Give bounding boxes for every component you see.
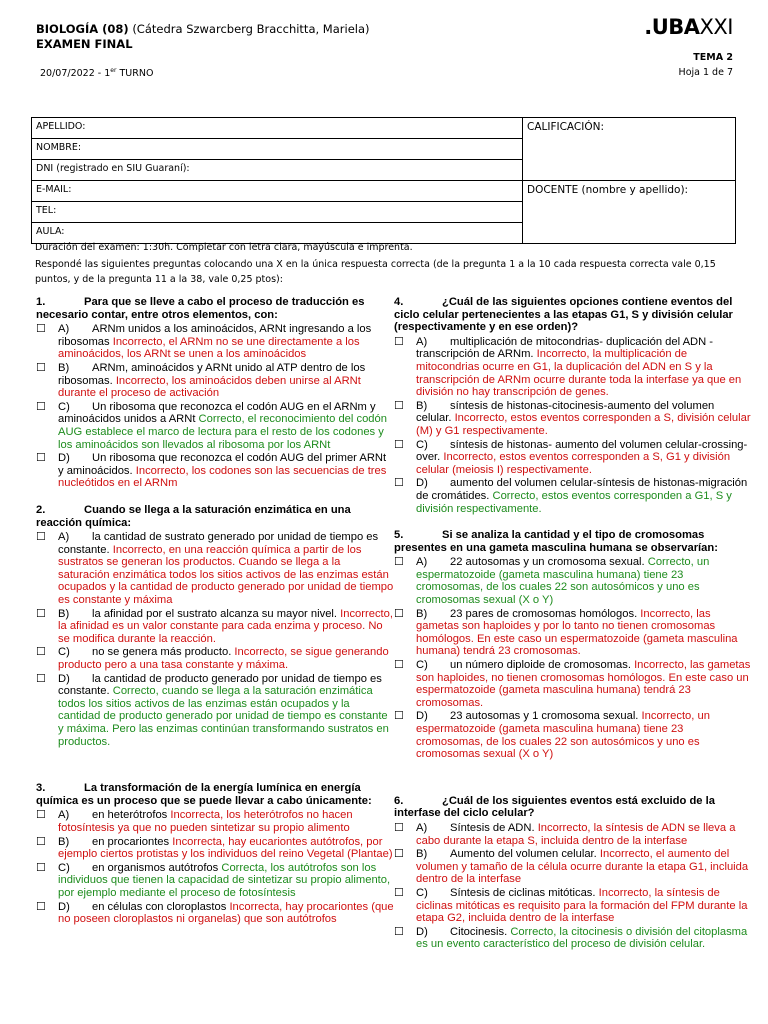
option-c [36,646,394,671]
checkbox-icon[interactable]: ☐ [36,809,47,822]
question-number: 1. [36,296,46,308]
question-text: La transformación de la energía lumínica en energía química es un proceso que se puede llevar a cabo únicamente: [36,782,372,807]
checkbox-icon[interactable]: ☐ [394,710,405,723]
subject-title [36,22,370,36]
question-number: 4. [394,296,404,308]
checkbox-icon[interactable]: ☐ [36,672,47,685]
option-letter: B) [416,848,428,861]
question-heading [394,529,752,554]
option-b [36,362,394,400]
checkbox-icon[interactable]: ☐ [394,477,405,490]
question-number: 2. [36,503,46,516]
option-feedback: Correcto, estos eventos corresponden a G1, S y división respectivamente. [416,489,732,515]
option-letter: A) [58,323,70,336]
checkbox-icon[interactable]: ☐ [394,335,405,348]
option-c [36,862,394,900]
question-heading [36,296,394,321]
checkbox-icon[interactable]: ☐ [36,861,47,874]
option-text: multiplicación de mitocondrias- duplicación del ADN - transcripción de ARNm. [416,335,714,361]
nombre-field[interactable]: NOMBRE: [32,139,523,160]
option-b [394,400,752,438]
option-feedback: Incorrecto, las gametas son haploides y por lo tanto no tienen cromosomas homólogos. En este caso un espermatozoide (gameta masculina humana) tendrá 23 cromosomas. [416,607,738,658]
option-text: 23 pares de cromosomas homólogos. [450,607,638,620]
checkbox-icon[interactable]: ☐ [36,900,47,913]
option-feedback: Correcto, un espermatozoide (gameta masculina humana) tiene 23 cromosomas, de los cuales 22 son autosómicos y uno es cromosomas sexual (X o Y) [416,556,710,607]
question-heading [36,504,394,529]
option-feedback: Incorrecto, en una reacción química a partir de los sustratos se generan los productos. Cuando se llega a la saturación enzimática todos los sitios activos de las enzimas están ocupados y la cantidad de producto generado por unidad de tiempo es constante y máxima [58,543,394,607]
question-number: 6. [394,794,404,807]
option-feedback: Incorrecto, la multiplicación de mitocondrias ocurre en G1, la duplicación del ADN en S y la transcripción de ARNm ocurre durante toda la interfase ya que en división no hay transcripción de genes. [416,348,742,399]
option-letter: C) [58,646,70,659]
checkbox-icon[interactable]: ☐ [394,848,405,861]
tel-field[interactable]: TEL: [32,202,523,223]
option-text: la cantidad de sustrato generado por unidad de tiempo es constante. [58,531,379,556]
option-feedback: Correcto, el reconocimiento del codón AUG establece el marco de lectura para el resto de los codones y los aminoácidos son llevados al ribosoma por los ARNt [58,413,387,451]
option-feedback: Incorrecto, los codones son las secuencias de tres nucleótidos en el ARNm [58,464,387,490]
option-feedback: Correcto, la citocinesis o división del citoplasma es un evento característico del proceso de división celular. [416,925,748,951]
option-text: Síntesis de ciclinas mitóticas. [450,886,596,899]
exam-date: 20/07/2022 - 1er TURNO [40,67,154,80]
questions-right-column [394,296,752,952]
question-text: Si se analiza la cantidad y el tipo de cromosomas presentes en una gameta masculina humana se observarían: [394,529,718,554]
option-b [36,836,394,861]
question-options [394,822,752,951]
option-d [394,926,752,951]
option-letter: B) [58,607,70,620]
option-text: la afinidad por el sustrato alcanza su mayor nivel. [92,607,338,620]
question-1 [36,296,394,490]
dni-field[interactable]: DNI (registrado en SIU Guaraní): [32,160,523,181]
option-feedback: Incorrecta, hay procariontes (que no poseen cloroplastos ni organelas) que son autótrofos [58,900,394,926]
question-text: ¿Cuál de las siguientes opciones contiene eventos del ciclo celular pertenecientes a las etapas G1, S y división celular (respectivamente y en ese orden)? [394,296,733,334]
apellido-field[interactable]: APELLIDO: [32,118,523,139]
option-letter: A) [58,809,70,822]
option-feedback: Incorrecto, la síntesis de ciclinas mitóticas es requisito para la formación del FPM durante la etapa G2, incluida dentro de la interfase [416,886,748,925]
questions-left-column [36,296,394,927]
question-options [36,531,394,748]
option-letter: C) [58,861,70,874]
tema-label: TEMA 2 [693,52,733,63]
option-a [394,822,752,847]
option-feedback: Incorrecto, estos eventos corresponden a S, G1 y división celular (meiosis I) respectivamente. [416,451,731,476]
option-feedback: Correcto, cuando se llega a la saturación enzimática todos los sitios activos de las enzimas están ocupados y la cantidad de producto generado por unidad de tiempo es constante y máxima. Pero las enzimas continúan transformando sustratos en productos. [58,685,389,748]
option-letter: D) [416,710,428,723]
option-text: Un ribosoma que reconozca el codón AUG del primer ARNt y aminoácidos. [58,452,387,477]
option-a [394,336,752,399]
option-letter: C) [416,659,428,672]
option-letter: A) [416,335,428,348]
option-text: síntesis de histonas- aumento del volumen celular-crossing-over. [416,438,748,464]
option-feedback: Incorrecto, los aminoácidos deben unirse al ARNt durante el proceso de activación [58,374,361,400]
option-feedback: Incorrecto, la afinidad es un valor constante para cada enzima y proceso. No se modifica durante la reacción. [58,607,393,645]
exam-instructions: Respondé las siguientes preguntas colocando una X en la única respuesta correcta (de la pregunta 1 a la 10 cada respuesta correcta vale 0,15 puntos, y de la pregunta 11 a la 38, vale 0,25 ptos): [35,259,716,285]
option-b [394,608,752,658]
option-letter: B) [58,361,70,374]
page-indicator: Hoja 1 de 7 [678,67,733,78]
option-letter: B) [416,607,428,620]
option-text: en procariontes [92,835,170,848]
option-feedback: Incorrecto, la síntesis de ADN se lleva a cabo durante la etapa S, incluida dentro de la interfase [416,821,736,847]
checkbox-icon[interactable]: ☐ [36,323,47,336]
checkbox-icon[interactable]: ☐ [394,607,405,620]
question-5 [394,529,752,761]
option-letter: D) [416,477,428,490]
question-text: Para que se lleve a cabo el proceso de traducción es necesario contar, entre otros elementos, con: [36,296,365,321]
option-d [394,710,752,760]
option-letter: D) [58,900,70,913]
checkbox-icon[interactable]: ☐ [36,452,47,465]
option-a [36,531,394,607]
option-text: un número diploide de cromosomas. [450,659,631,672]
option-text: Un ribosoma que reconozca el codón AUG en el ARNm y aminoácidos unidos a ARNt [58,400,376,426]
chair-name: (Cátedra Szwarcberg Bracchitta, Mariela) [132,22,370,36]
checkbox-icon[interactable]: ☐ [394,821,405,834]
checkbox-icon[interactable]: ☐ [394,925,405,938]
option-feedback: Incorrecto, el ARNm no se une directamente a los aminoácidos, los ARNt se unen a los aminoácidos [58,335,360,361]
question-heading [394,296,752,334]
question-number: 3. [36,782,46,795]
option-text: ARNm unidos a los aminoácidos, ARNt ingresando a los ribosomas [58,323,372,348]
option-feedback: Incorrecto, un espermatozoide (gameta masculina humana) tiene 23 cromosomas, de los cuales 22 son autosómicos y uno es cromosomas sexual (X o Y) [416,710,710,761]
option-d [394,477,752,515]
option-text: en organismos autótrofos [92,861,219,874]
option-text: aumento del volumen celular-síntesis de histonas-migración de cromátides. [416,477,748,502]
option-feedback: Incorrecto, las gametas son haploides, no tienen cromosomas homólogos. En este caso un espermatozoide (gameta masculina humana) tendrá 23 cromosomas. [416,659,751,709]
checkbox-icon[interactable]: ☐ [394,886,405,899]
option-feedback: Correcta, los autótrofos son los individuos que tienen la capacidad de sintetizar su propio alimento, por ejemplo mediante el proceso de fotosíntesis [58,861,391,899]
question-options [36,809,394,925]
option-a [36,323,394,361]
checkbox-icon[interactable]: ☐ [394,659,405,672]
option-b [36,608,394,646]
option-letter: C) [416,438,428,451]
exam-duration-note: Duración del examen: 1:30h. Completar con letra clara, mayúscula e imprenta. [35,242,413,253]
option-b [394,848,752,886]
question-2 [36,504,394,748]
checkbox-icon[interactable]: ☐ [36,835,47,848]
option-c [36,401,394,451]
option-letter: A) [416,556,428,569]
option-letter: C) [58,400,70,413]
calificacion-field[interactable]: CALIFICACIÓN: [523,118,736,181]
question-heading [394,795,752,820]
student-info-form [31,117,736,244]
question-6 [394,795,752,951]
aula-field[interactable]: AULA: [32,223,523,244]
option-text: 23 autosomas y 1 cromosoma sexual. [450,710,639,723]
option-text: no se genera más producto. [92,646,232,659]
option-d [36,452,394,490]
checkbox-icon[interactable]: ☐ [36,361,47,374]
question-4 [394,296,752,515]
question-options [36,323,394,490]
option-c [394,659,752,709]
question-number: 5. [394,529,404,542]
question-text: ¿Cuál de los siguientes eventos está excluido de la interfase del ciclo celular? [394,794,715,820]
option-a [394,556,752,606]
option-letter: C) [416,886,428,899]
exam-type: EXAMEN FINAL [36,37,133,51]
email-field[interactable]: E-MAIL: [32,181,523,202]
option-letter: A) [416,821,428,834]
option-letter: B) [58,835,70,848]
option-feedback: Incorrecta, los heterótrofos no hacen fotosíntesis ya que no pueden sintetizar su propio alimento [58,809,353,834]
subject-name: BIOLOGÍA (08) [36,22,129,36]
checkbox-icon[interactable]: ☐ [36,531,47,544]
option-c [394,887,752,925]
option-text: Aumento del volumen celular. [450,848,597,861]
option-d [36,901,394,926]
question-options [394,336,752,515]
option-letter: D) [416,925,428,938]
option-a [36,809,394,834]
question-heading [36,782,394,807]
checkbox-icon[interactable]: ☐ [36,607,47,620]
question-3 [36,782,394,926]
option-text: ARNm, aminoácidos y ARNt unido al ATP dentro de los ribosomas. [58,361,366,387]
option-d [36,673,394,749]
option-text: 22 autosomas y un cromosoma sexual. [450,556,645,569]
checkbox-icon[interactable]: ☐ [36,400,47,413]
checkbox-icon[interactable]: ☐ [394,438,405,451]
question-options [394,556,752,761]
option-text: Síntesis de ADN. [450,821,535,834]
question-text: Cuando se llega a la saturación enzimática en una reacción química: [36,503,351,529]
option-feedback: Incorrecto, el aumento del volumen y tamaño de la célula ocurre durante la etapa G1, incluida dentro de la interfase [416,848,749,886]
option-letter: A) [58,531,70,544]
option-text: Citocinesis. [450,925,508,938]
option-feedback: Incorrecto, se sigue generando producto pero a una tasa constante y máxima. [58,646,389,672]
checkbox-icon[interactable]: ☐ [394,399,405,412]
docente-field[interactable]: DOCENTE (nombre y apellido): [523,181,736,244]
option-c [394,439,752,477]
checkbox-icon[interactable]: ☐ [36,646,47,659]
option-feedback: Incorrecto, estos eventos corresponden a S, división celular (M) y G1 respectivamente. [416,412,751,437]
option-feedback: Incorrecta, hay eucariontes autótrofos, por ejemplo ciertos protistas y los individuos del reino Vegetal (Plantae) [58,835,393,861]
option-letter: D) [58,452,70,465]
option-text: síntesis de histonas-citocinesis-aumento del volumen celular. [416,399,715,425]
checkbox-icon[interactable]: ☐ [394,556,405,569]
uba-xxi-logo: .UBAXXI [644,15,733,39]
option-text: en heterótrofos [92,809,168,822]
option-letter: B) [416,399,428,412]
option-text: en células con cloroplastos [92,900,227,913]
option-text: la cantidad de producto generado por unidad de tiempo es constante. [58,672,382,698]
option-letter: D) [58,672,70,685]
